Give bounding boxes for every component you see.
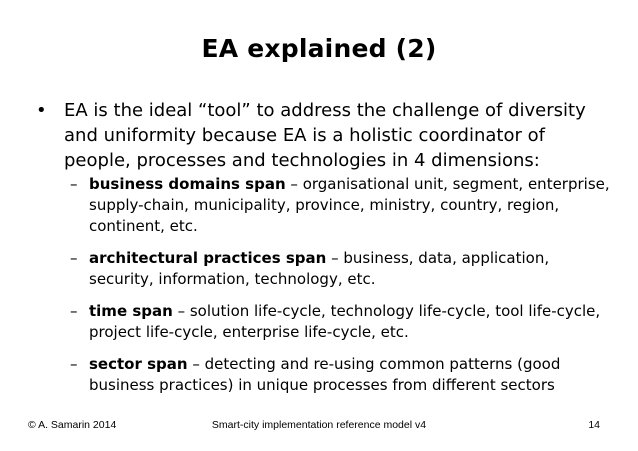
page-number: 14: [588, 419, 600, 431]
sub-bullet-term: architectural practices span: [89, 249, 327, 267]
footer-copyright: © A. Samarin 2014: [28, 419, 117, 431]
main-bullet-text: EA is the ideal “tool” to address the challenge of diversity and uniformity because EA is a holistic coordinator of people, processes and technologies in 4 dimensions:: [64, 100, 586, 171]
sub-bullet-description: – organisational unit, segment, enterprise, supply-chain, municipality, province, ministry, country, region, continent, etc.: [89, 175, 610, 235]
sub-bullet-sector-span: [70, 354, 610, 396]
main-bullet: [36, 98, 616, 173]
sub-bullet-dash: –: [70, 302, 78, 320]
bullet-mark: •: [36, 100, 47, 121]
sub-bullet-business-domains: [70, 174, 610, 237]
sub-bullet-dash: –: [70, 175, 78, 193]
sub-bullet-term: sector span: [89, 355, 188, 373]
sub-bullet-term: business domains span: [89, 175, 286, 193]
slide-title: EA explained (2): [201, 34, 437, 63]
sub-bullet-dash: –: [70, 249, 78, 267]
sub-bullet-dash: –: [70, 355, 78, 373]
sub-bullet-description: – business, data, application, security, information, technology, etc.: [89, 249, 550, 288]
sub-bullet-time-span: [70, 301, 610, 343]
footer-title: Smart-city implementation reference model v4: [211, 419, 427, 431]
sub-bullet-list: [70, 174, 610, 407]
sub-bullet-architectural-practices: [70, 248, 610, 290]
sub-bullet-description: – detecting and re-using common patterns (good business practices) in unique processes from different sectors: [89, 355, 561, 394]
sub-bullet-term: time span: [89, 302, 173, 320]
sub-bullet-description: – solution life-cycle, technology life-cycle, tool life-cycle, project life-cycle, enterprise life-cycle, etc.: [89, 302, 601, 341]
